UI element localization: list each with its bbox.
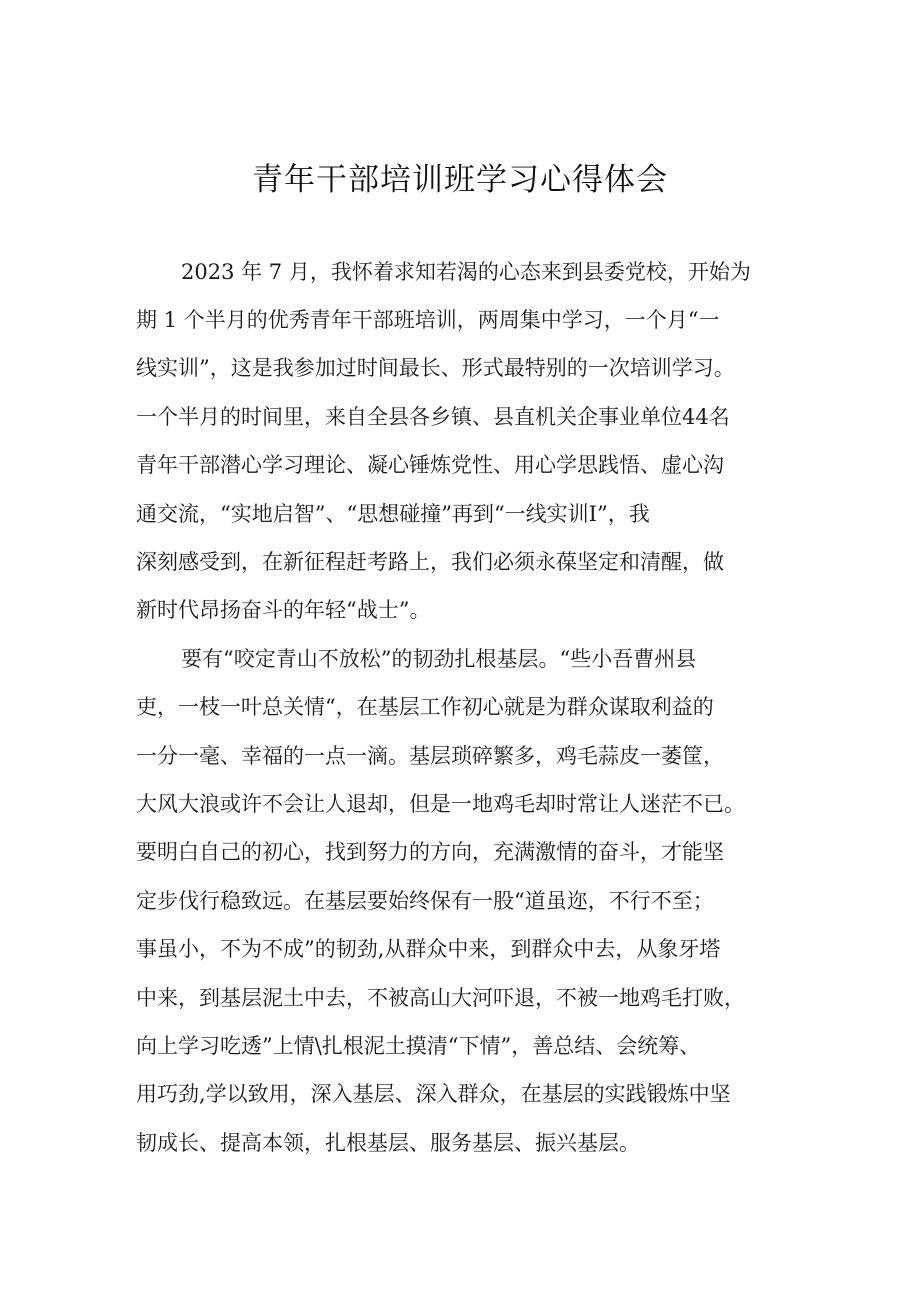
paragraph-1-line-7: 深刻感受到，在新征程赶考路上，我们必须永葆坚定和清醒，做 [136,550,724,574]
paragraph-2-line-5: 要明白自己的初心，找到努力的方向，充满激情的奋斗，才能坚 [136,840,724,864]
paragraph-2-line-8: 中来，到基层泥土中去，不被高山大河吓退，不被一地鸡毛打败， [136,986,745,1010]
paragraph-2-line-2: 吏，一枝一叶总关情“，在基层工作初心就是为群众谋取利益的 [136,695,714,719]
document-title: 青年干部培训班学习心得体会 [252,162,668,198]
paragraph-1-line-2: 期 1 个半月的优秀青年干部班培训，两周集中学习，一个月“一 [136,308,720,332]
paragraph-2-line-9: 向上学习吃透”上情\扎根泥土摸清“下情”，善总结、会统筹、 [136,1034,701,1058]
paragraph-1-line-3: 线实训”，这是我参加过时间最长、形式最特别的一次培训学习。 [136,356,735,380]
paragraph-1-line-8: 新时代昂扬奋斗的年轻“战士”。 [136,598,431,622]
paragraph-1-line-1: 2023 年 7 月，我怀着求知若渴的心态来到县委党校，开始为 [181,260,751,284]
paragraph-1-line-4: 一个半月的时间里，来自全县各乡镇、县直机关企事业单位44名 [136,405,730,429]
paragraph-2-line-1: 要有“咬定青山不放松”的韧劲扎根基层。“些小吾曹州县 [181,647,697,671]
paragraph-2-line-7: 事虽小，不为不成”的韧劲,从群众中来，到群众中去，从象牙塔 [136,937,721,961]
paragraph-2-line-4: 大风大浪或许不会让人退却，但是一地鸡毛却时常让人迷茫不已。 [136,792,745,816]
paragraph-2-line-3: 一分一毫、幸福的一点一滴。基层琐碎繁多，鸡毛蒜皮一萎筐， [136,744,724,768]
paragraph-1-line-5: 青年干部潜心学习理论、凝心锤炼党性、用心学思践悟、虚心沟 [136,453,724,477]
paragraph-2-line-6: 定步伐行稳致远。在基层要始终保有一股“道虽迩，不行不至； [136,889,714,913]
paragraph-1-line-6: 通交流，“实地启智”、“思想碰撞”再到“一线实训Ⅰ”，我 [136,502,650,526]
paragraph-2-line-10: 用巧劲,学以致用，深入基层、深入群众，在基层的实践锻炼中坚 [136,1082,731,1106]
paragraph-2-line-11: 韧成长、提高本领，扎根基层、服务基层、振兴基层。 [136,1131,640,1155]
